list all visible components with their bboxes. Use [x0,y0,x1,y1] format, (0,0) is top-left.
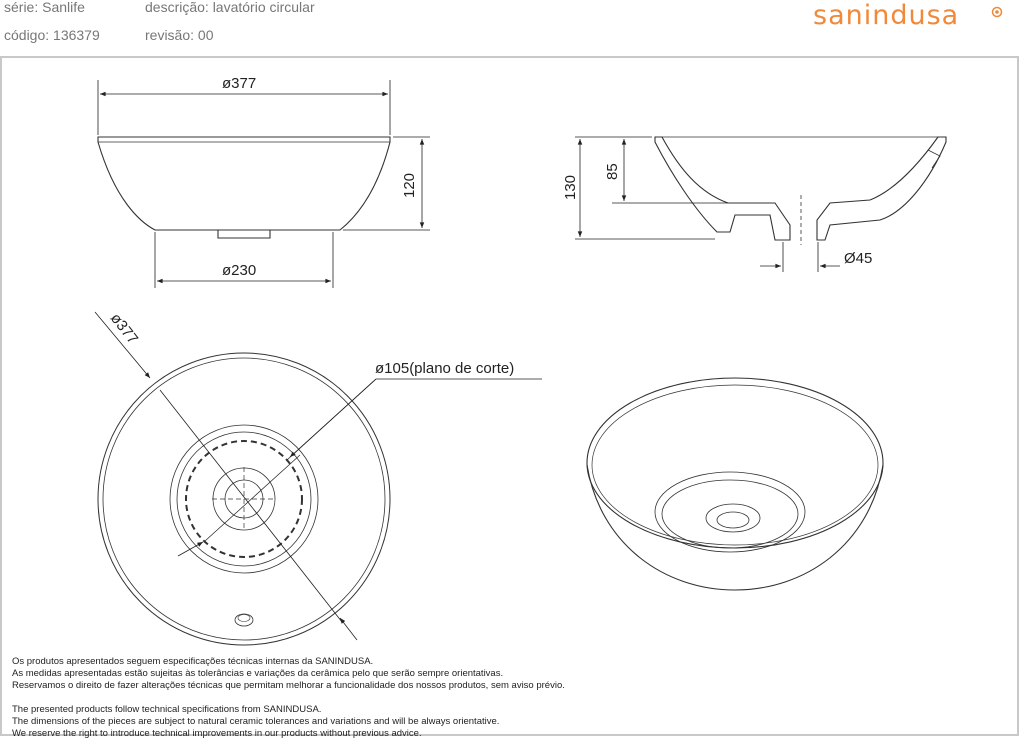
note-pt-2: As medidas apresentadas estão sujeitas às tolerâncias e variações da cerâmica pelo que serão sempre orientativas. [12,668,504,679]
note-en-2: The dimensions of the pieces are subject to natural ceramic tolerances and variations and will be always orientative. [12,716,500,727]
section-height-label: 130 [562,174,579,200]
cut-plane-label: ø105(plano de corte) [375,360,515,377]
perspective-bowl-outline [587,465,883,590]
revisao-label: revisão: 00 [145,27,214,43]
basin-side-profile [98,137,390,230]
base-diameter-label: ø230 [222,262,257,279]
top-diameter-label: ø377 [222,75,257,92]
perspective-rim [587,378,883,548]
bowl-depth-label: 85 [604,163,621,180]
dimension-base-diameter [155,232,333,288]
note-en-1: The presented products follow technical specifications from SANINDUSA. [12,704,322,715]
section-view [655,137,946,245]
dimension-drain [760,242,840,272]
note-en-3: We reserve the right to introduce technical improvements in our products without previous advice. [12,728,422,739]
section-left-wall [655,137,790,240]
dimension-section-height [575,137,728,239]
descricao-label: descrição: lavatório circular [145,0,315,15]
side-elevation-view [98,137,390,238]
height-side-label: 120 [401,172,418,198]
brand-logo: sanindusa [813,0,960,31]
note-pt-3: Reservamos o direito de fazer alterações técnicas que permitam melhorar a funcionalidade dos nossos produtos, sem aviso prévio. [12,680,565,691]
overflow-hole [235,614,253,626]
codigo-label: código: 136379 [4,27,100,43]
perspective-view [587,378,883,590]
drain-waste-side [218,230,270,238]
serie-label: série: Sanlife [4,0,85,15]
drain-diameter-label: Ø45 [844,250,873,267]
section-right-wall [817,137,946,240]
note-pt-1: Os produtos apresentados seguem especificações técnicas internas da SANINDUSA. [12,656,374,667]
footer-notes [12,656,565,740]
plan-view [98,353,390,645]
plan-diameter-label: ø377 [106,309,142,348]
